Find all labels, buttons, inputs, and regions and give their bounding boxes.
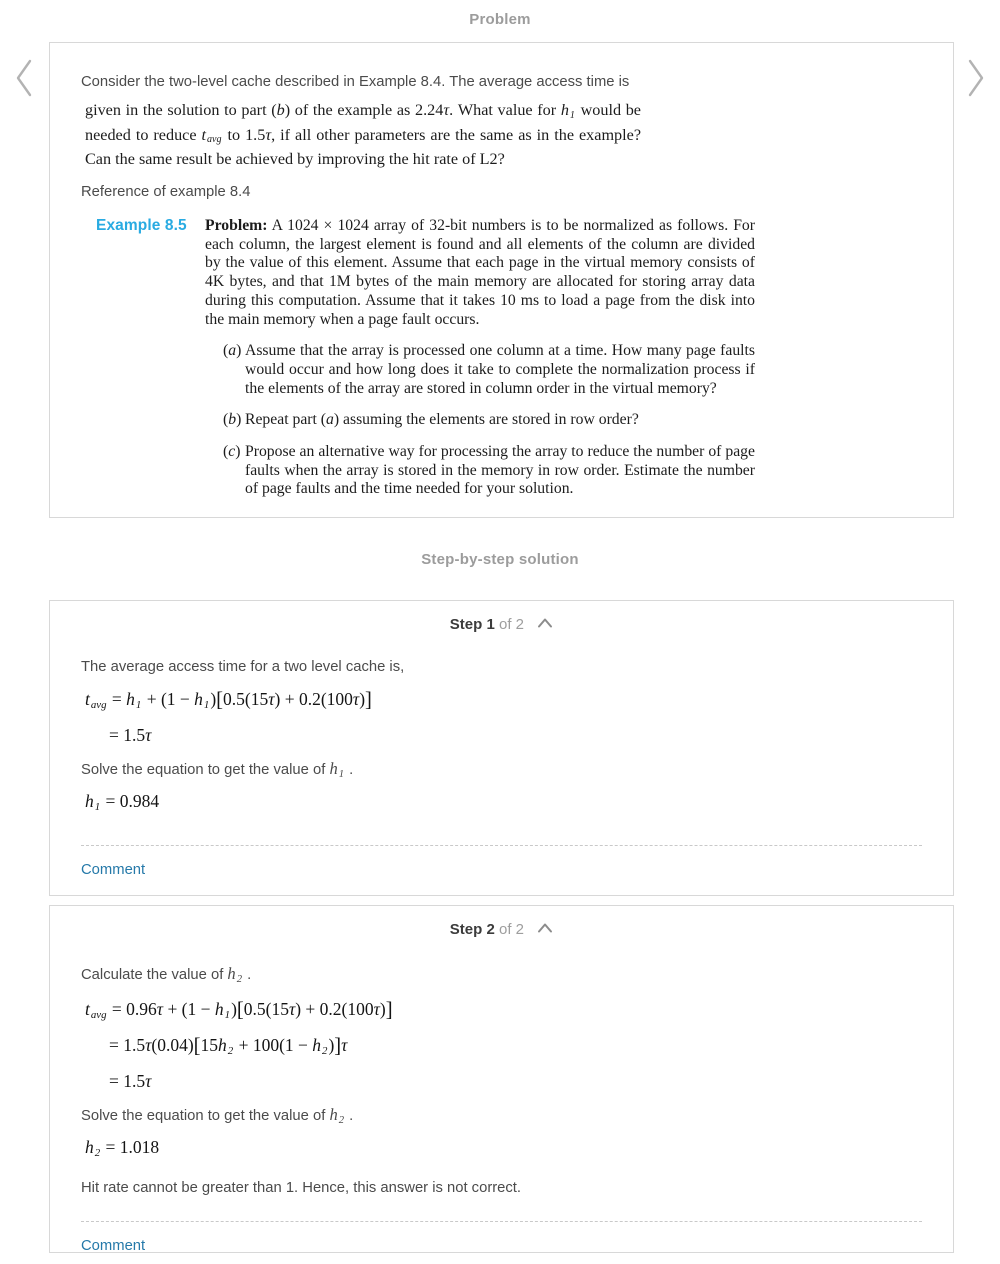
equation-line: = 1.5τ(0.04)[15h2 + 100(1 − h2)]τ [109,1035,348,1058]
list-item [223,342,922,398]
list-item-label: (b) [223,411,242,429]
chevron-left-icon [13,85,37,102]
step-2-header: Step 2 of 2 [50,906,953,938]
example-label: Example 8.5 [96,216,187,234]
previous-problem-button[interactable] [13,58,37,98]
equation-line: = 1.5τ [109,725,152,746]
step-2-equation [81,994,922,1096]
step-2-body [50,964,953,1255]
divider [81,845,922,846]
equation-line: = 1.5τ [109,1071,152,1092]
chevron-up-icon [537,920,553,937]
chevron-up-icon [537,615,553,632]
divider [81,1221,922,1222]
list-item [223,443,922,499]
step-title: Step 1 [449,616,495,633]
step-2-card [49,905,954,1253]
example-problem-text: Problem: A 1024 × 1024 array of 32-bit numbers is to be normalized as follows. For each column, the largest element is found and all elements of the column are divided by the value of this element. Assume that each page in the virtual memory consists of 4K bytes, and that 1M bytes of the main memory are allocated for storing array data during this computation. Assume that it takes 10 ms to load a page from the disk into the main memory when a page fault occurs. [205,216,755,328]
step-1-body [50,659,953,879]
problem-card [49,42,954,518]
problem-section-header: Problem [469,11,531,28]
collapse-step-button[interactable] [537,920,553,937]
example-subquestions [223,342,922,499]
list-item-text: Assume that the array is processed one column at a time. How many page faults would occur and how long does it take to complete the normalization process if the elements of the array are stored in column order in the virtual memory? [245,342,755,397]
list-item [223,411,922,430]
step-2-result: h2 = 1.018 [85,1137,160,1160]
reference-text: Reference of example 8.4 [81,183,251,200]
step-1-card [49,600,954,896]
step-1-solve-text: Solve the equation to get the value of $h_1$ . [81,759,354,780]
list-item-text: Repeat part (a) assuming the elements are stored in row order? [245,411,639,429]
comment-link[interactable]: Comment [81,1238,146,1255]
step-2-solve-text: Solve the equation to get the value of $h_2$ . [81,1105,354,1126]
problem-intro-text: Consider the two-level cache described in Example 8.4. The average access time is [81,74,630,90]
step-1-intro-text: The average access time for a two level cache is, [81,659,405,675]
list-item-text: Propose an alternative way for processing the array to reduce the number of page faults when the array is stored in the memory in row order. Estimate the number of page faults and the time needed for your solution. [245,443,755,498]
list-item-label: (c) [223,443,241,461]
step-1-result: h1 = 0.984 [85,791,160,814]
equation-line: tavg = 0.96τ + (1 − h1)[0.5(15τ) + 0.2(100τ)] [85,998,393,1022]
step-title: Step 2 [449,921,495,938]
step-1-equation [81,684,922,750]
solution-section-header: Step-by-step solution [421,551,579,568]
problem-question-text: given in the solution to part (b) of the example as 2.24τ. What value for h1 would be needed to reduce tavg to 1.5τ, if all other parameters are the same as in the example? Can the same result be achieved by improving the hit rate of L2? [85,101,642,169]
comment-link[interactable]: Comment [81,862,146,879]
chevron-right-icon [963,85,987,102]
list-item-label: (a) [223,342,242,360]
step-1-header: Step 1 of 2 [50,601,953,633]
step-2-note-text: Hit rate cannot be greater than 1. Hence, this answer is not correct. [81,1180,522,1197]
step-2-intro-text: Calculate the value of $h_2$ . [81,964,252,985]
collapse-step-button[interactable] [537,615,553,632]
next-problem-button[interactable] [963,58,987,98]
example-block [81,217,922,329]
equation-line: tavg = h1 + (1 − h1)[0.5(15τ) + 0.2(100τ)] [85,689,372,712]
